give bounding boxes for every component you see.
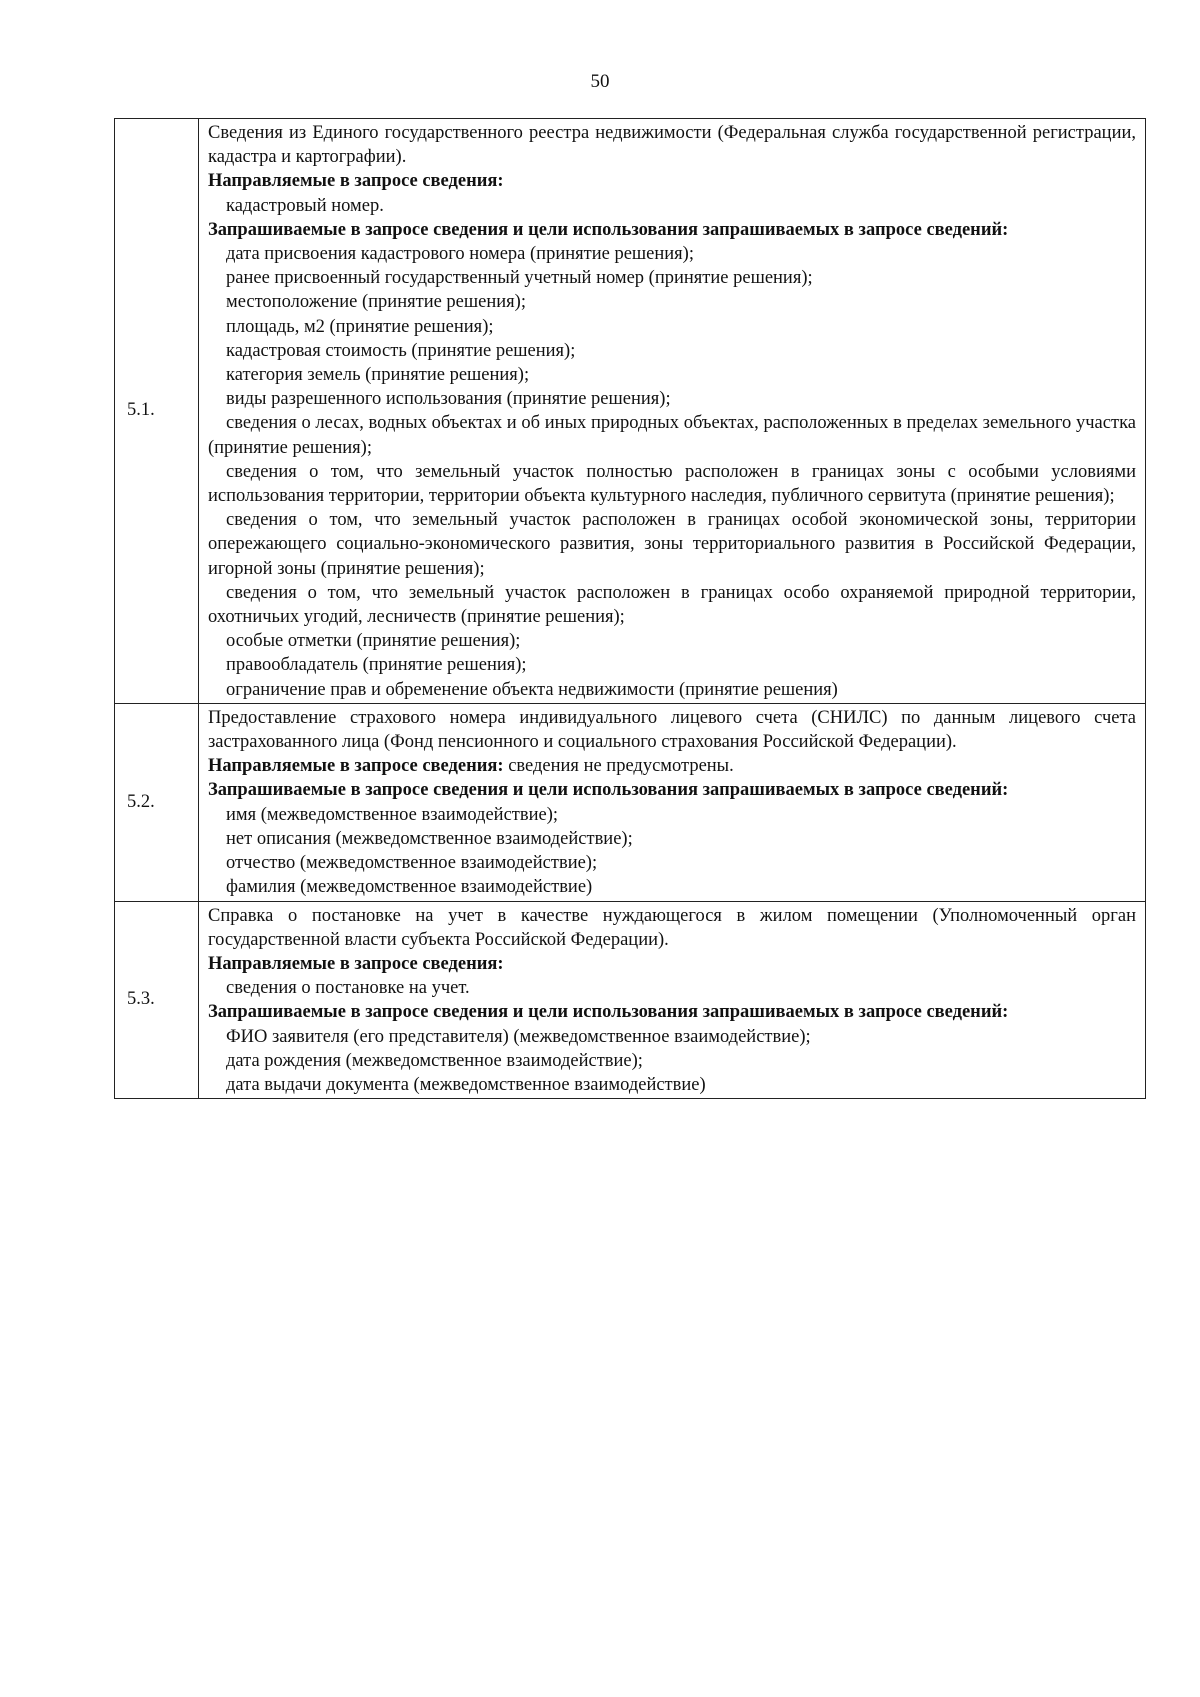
sent-line — [208, 754, 1136, 778]
list-item: ранее присвоенный государственный учетный номер (принятие решения); — [226, 268, 813, 289]
source-text: Справка о постановке на учет в качестве нуждающегося в жилом помещении (Уполномоченный орган государственной власти субъекта Российской Федерации). — [208, 905, 1136, 950]
list-item: дата рождения (межведомственное взаимодействие); — [226, 1050, 643, 1071]
table-row — [115, 119, 1146, 704]
source-text: Сведения из Единого государственного реестра недвижимости (Федеральная служба государственной регистрации, кадастра и картографии). — [208, 123, 1136, 168]
list-item: нет описания (межведомственное взаимодействие); — [226, 828, 633, 849]
list-item: дата присвоения кадастрового номера (принятие решения); — [226, 244, 694, 265]
list-item: правообладатель (принятие решения); — [226, 655, 527, 676]
document-table — [114, 118, 1146, 1099]
list-item: ФИО заявителя (его представителя) (межведомственное взаимодействие); — [226, 1026, 811, 1047]
list-item: сведения о том, что земельный участок полностью расположен в границах зоны с особыми условиями использования территории, территории объекта культурного наследия, публичного сервитута (принятие решения); — [208, 461, 1136, 507]
list-item: сведения о том, что земельный участок расположен в границах особо охраняемой природной территории, охотничьих угодий, лесничеств (принятие решения); — [208, 582, 1136, 628]
table-row — [115, 703, 1146, 901]
row-number: 5.2. — [115, 703, 199, 901]
row-content — [199, 901, 1146, 1099]
sent-heading: Направляемые в запросе сведения: — [208, 953, 504, 974]
table-row — [115, 901, 1146, 1099]
sent-heading: Направляемые в запросе сведения: — [208, 756, 504, 777]
row-content — [199, 119, 1146, 704]
sent-heading: Направляемые в запросе сведения: — [208, 171, 504, 192]
row-content — [199, 703, 1146, 901]
requested-heading: Запрашиваемые в запросе сведения и цели использования запрашиваемых в запросе сведений: — [208, 1002, 1009, 1023]
list-item: кадастровый номер. — [226, 195, 384, 216]
list-item: ограничение прав и обременение объекта недвижимости (принятие решения) — [226, 679, 838, 700]
list-item: сведения о лесах, водных объектах и об иных природных объектах, расположенных в пределах земельного участка (принятие решения); — [208, 413, 1136, 458]
list-item: местоположение (принятие решения); — [226, 292, 526, 313]
requested-heading: Запрашиваемые в запросе сведения и цели использования запрашиваемых в запросе сведений: — [208, 780, 1009, 801]
list-item: дата выдачи документа (межведомственное взаимодействие) — [226, 1074, 706, 1095]
list-item: фамилия (межведомственное взаимодействие) — [226, 877, 593, 898]
list-item: кадастровая стоимость (принятие решения); — [226, 340, 576, 361]
sent-inline: сведения не предусмотрены. — [503, 756, 734, 777]
list-item: площадь, м2 (принятие решения); — [226, 316, 494, 337]
row-number: 5.1. — [115, 119, 199, 704]
row-number: 5.3. — [115, 901, 199, 1099]
list-item: имя (межведомственное взаимодействие); — [226, 804, 559, 825]
requested-heading: Запрашиваемые в запросе сведения и цели использования запрашиваемых в запросе сведений: — [208, 219, 1009, 240]
page-number: 50 — [590, 71, 610, 92]
list-item: отчество (межведомственное взаимодействие); — [226, 853, 598, 874]
list-item: особые отметки (принятие решения); — [226, 631, 521, 652]
list-item: сведения о постановке на учет. — [226, 978, 470, 999]
list-item: сведения о том, что земельный участок расположен в границах особой экономической зоны, территории опережающего социально-экономического развития, зоны территориального развития в Российской Федерации, игорной зоны (принятие решения); — [208, 510, 1136, 579]
source-text: Предоставление страхового номера индивидуального лицевого счета (СНИЛС) по данным лицевого счета застрахованного лица (Фонд пенсионного и социального страхования Российской Федерации). — [208, 707, 1136, 753]
list-item: категория земель (принятие решения); — [226, 365, 530, 386]
list-item: виды разрешенного использования (принятие решения); — [226, 389, 671, 410]
